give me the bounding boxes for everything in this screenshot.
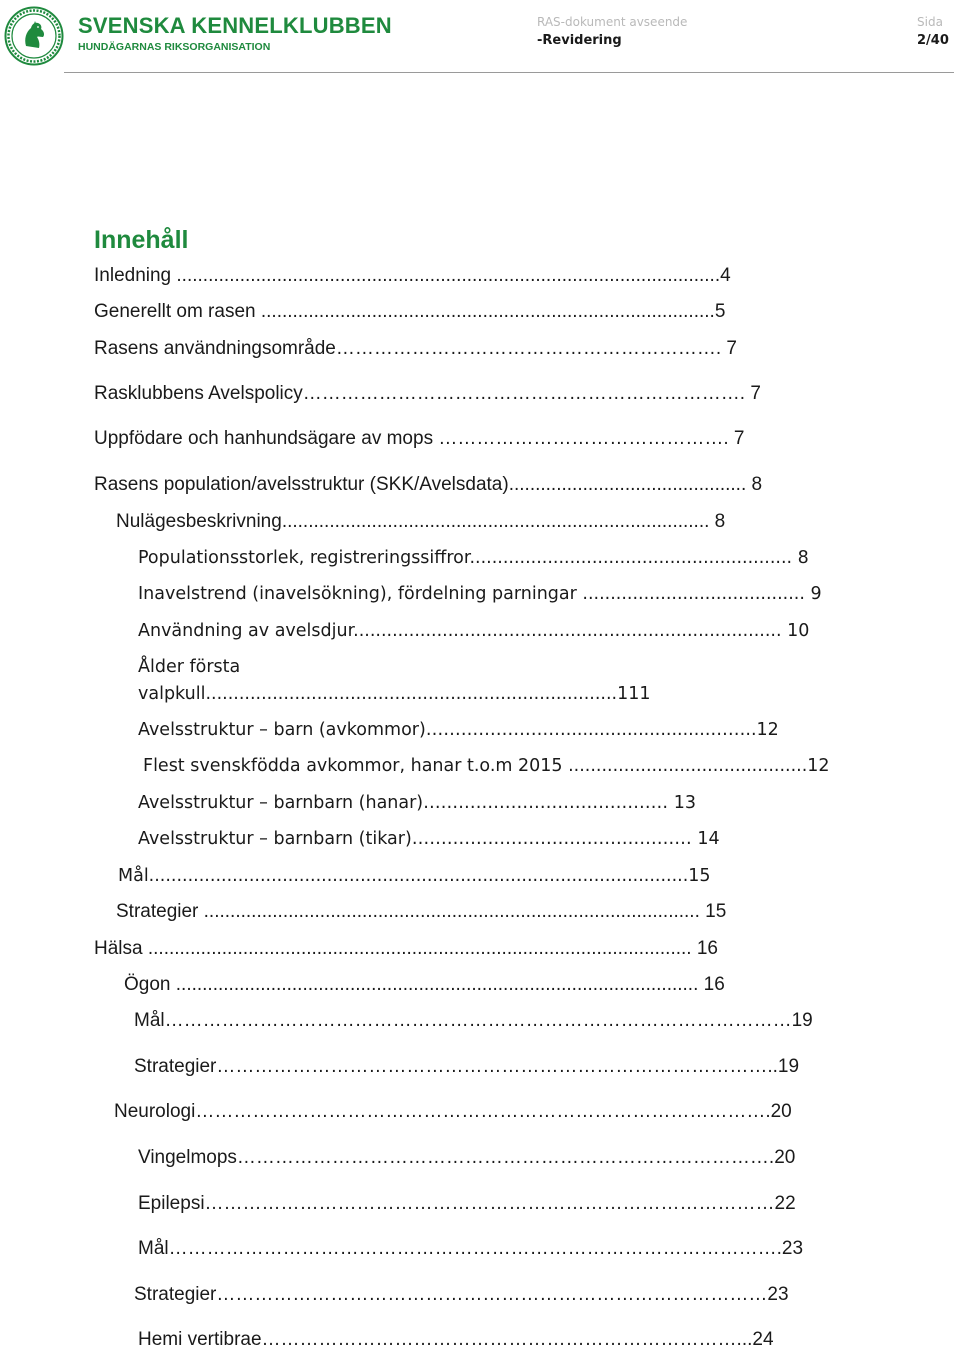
skk-seal-logo (4, 6, 64, 66)
toc-entry[interactable]: Användning av avelsdjur............................................................................. 10 (138, 621, 810, 641)
toc-entry[interactable]: Rasklubbens Avelspolicy……………………………………………………………. 7 (94, 383, 761, 404)
toc-heading: Innehåll (94, 226, 189, 254)
toc-entry[interactable]: Rasens population/avelsstruktur (SKK/Avelsdata)............................................. 8 (94, 474, 763, 495)
page-header (0, 0, 960, 80)
toc-entry[interactable]: Ålder första (138, 657, 241, 677)
doc-type-label: RAS-dokument avseende (537, 15, 688, 29)
toc-entry[interactable]: Avelsstruktur – barn (avkommor)……………………..........................……..12 (138, 720, 779, 740)
header-divider (64, 72, 954, 73)
brand-subtitle: HUNDÄGARNAS RIKSORGANISATION (78, 41, 271, 53)
brand-name: SVENSKA KENNELKLUBBEN (78, 13, 392, 38)
toc-entry[interactable]: Nulägesbeskrivning................................................................................. 8 (116, 511, 726, 532)
toc-entry[interactable]: Epilepsi………………………………………………………………………………22 (138, 1193, 796, 1214)
toc-entry[interactable]: Strategier .............................................................................................. 15 (116, 901, 727, 922)
toc-entry[interactable]: Neurologi……………………………………………………………………………….20 (114, 1101, 792, 1122)
toc-entry[interactable]: Avelsstruktur – barnbarn (hanar)…………………………………… 13 (138, 793, 696, 813)
toc-entry[interactable]: Rasens användningsområde……………………………………………………. 7 (94, 338, 738, 359)
page-info (917, 14, 949, 51)
doc-status: -Revidering (537, 33, 622, 48)
toc-entry[interactable]: Inledning .......................................................................................................4 (94, 265, 731, 286)
toc-entry[interactable]: Generellt om rasen ......................................................................................5 (94, 301, 726, 322)
page-number: 2/40 (917, 33, 949, 48)
brand-block (78, 14, 392, 54)
toc-entry[interactable]: valpkull..........................................................................111 (138, 684, 651, 704)
toc-entry[interactable]: Flest svenskfödda avkommor, hanar t.o.m 2015 ...........................................12 (143, 756, 830, 776)
toc-entry[interactable]: Ögon ................................................................................................... 16 (124, 974, 725, 995)
toc-entry[interactable]: Mål…………………………………………………………………………………….23 (138, 1238, 804, 1259)
toc-entry[interactable]: Avelsstruktur – barnbarn (tikar)………………………………………… 14 (138, 829, 720, 849)
toc-entry[interactable]: Strategier……………………………………………………………………………..19 (134, 1056, 800, 1077)
page-label: Sida (917, 15, 943, 29)
toc-entry[interactable]: Hemi vertibrae…………………………………………………………………...24 (138, 1329, 774, 1350)
toc-entry[interactable]: Vingelmops………………………………………………………………………….20 (138, 1147, 796, 1168)
document-info (537, 14, 687, 51)
toc-entry[interactable]: Mål.................................................................................................15 (118, 866, 711, 886)
toc-entry[interactable]: Hälsa ....................................................................................................... 16 (94, 938, 718, 959)
toc-entry[interactable]: Uppfödare och hanhundsägare av mops ………………………………………. 7 (94, 428, 745, 449)
toc-entry[interactable]: Inavelstrend (inavelsökning), fördelning parningar ........................................ 9 (138, 584, 822, 604)
toc-entry[interactable]: Mål………………………………………………………………………………………19 (134, 1010, 813, 1031)
toc-entry[interactable]: Populationsstorlek, registreringssiffror.......................................................... 8 (138, 548, 809, 568)
toc-entry[interactable]: Strategier……………………………………………………………………………23 (134, 1284, 789, 1305)
